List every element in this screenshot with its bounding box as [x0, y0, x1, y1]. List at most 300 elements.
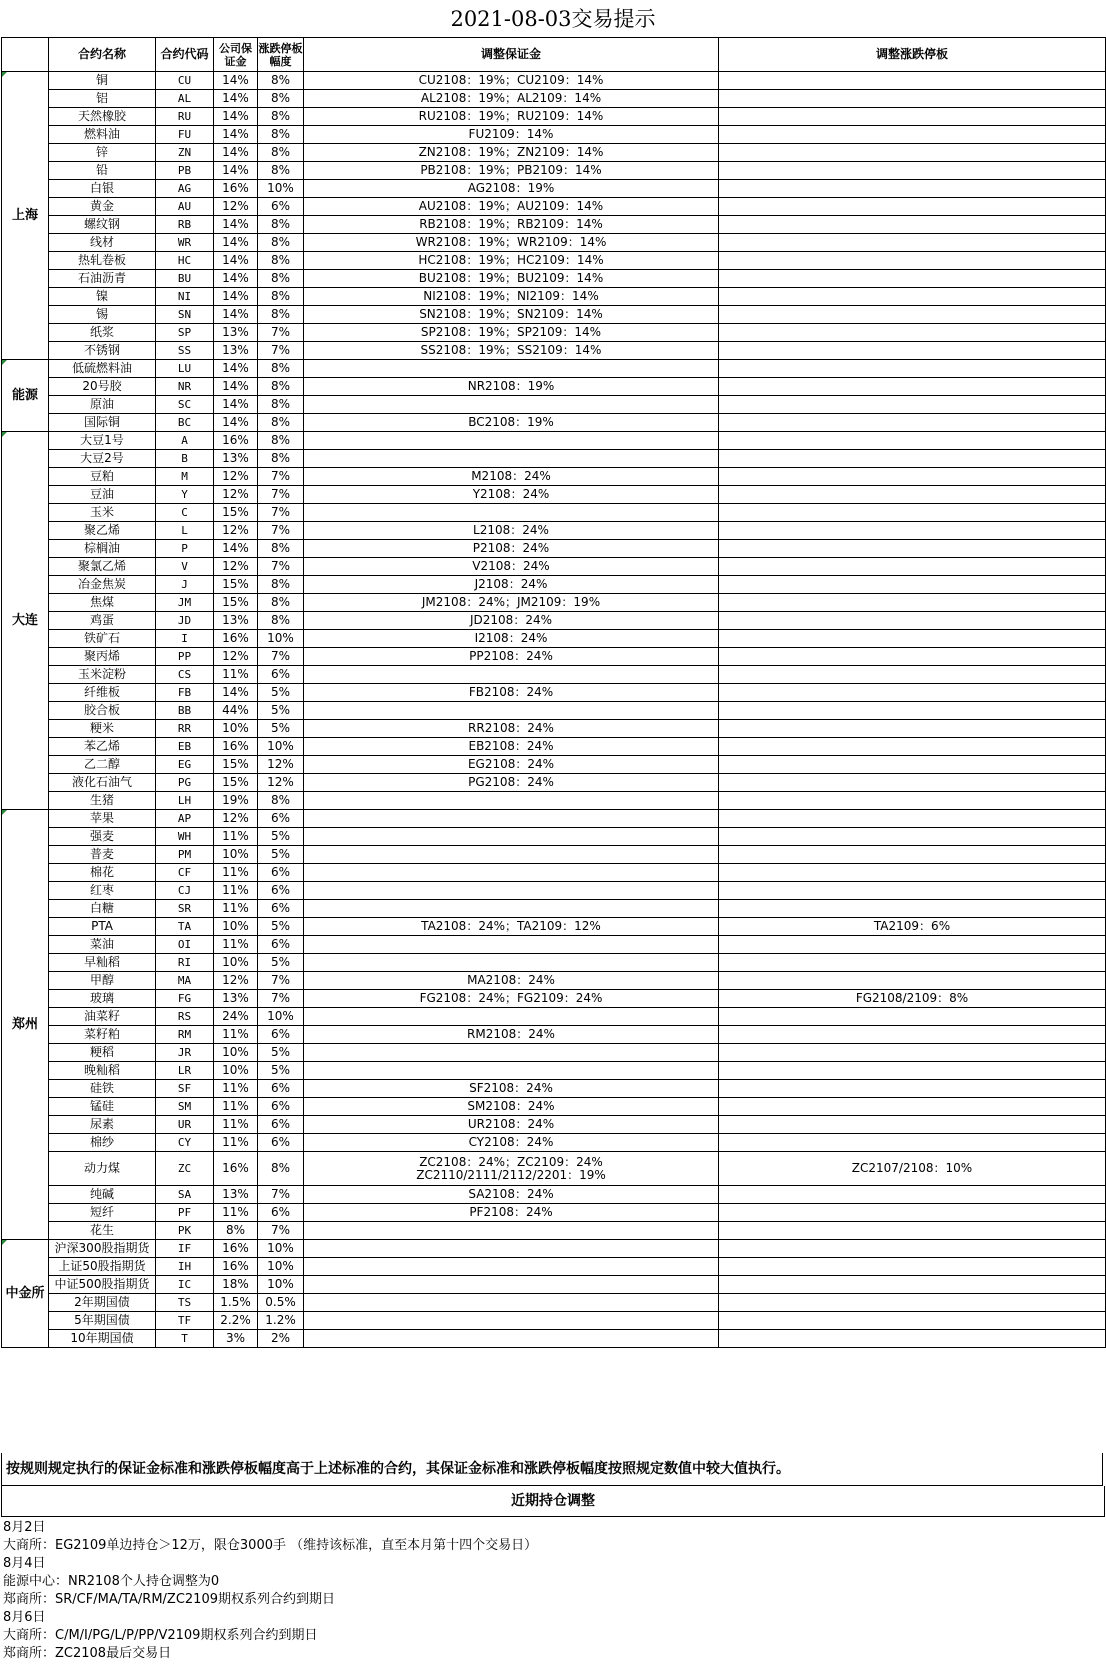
limit-cell: 10%	[258, 1258, 304, 1276]
table-row	[2, 396, 1106, 414]
adjusted-margin-cell	[304, 450, 719, 468]
contract-name-cell: 鸡蛋	[49, 612, 156, 630]
adjusted-margin-cell: RU2108：19%；RU2109：14%	[304, 108, 719, 126]
contract-name-cell: 玉米淀粉	[49, 666, 156, 684]
table-row	[2, 198, 1106, 216]
margin-cell: 3%	[214, 1330, 258, 1348]
adjusted-margin-cell	[304, 1062, 719, 1080]
adjusted-limit-cell	[719, 1008, 1106, 1026]
margin-cell: 14%	[214, 396, 258, 414]
table-row	[2, 324, 1106, 342]
adjusted-margin-cell	[304, 396, 719, 414]
adjusted-margin-cell	[304, 1312, 719, 1330]
contract-name-cell: 短纤	[49, 1204, 156, 1222]
margin-cell: 12%	[214, 522, 258, 540]
recent-line: 大商所：C/M/I/PG/L/P/PP/V2109期权系列合约到期日	[3, 1628, 318, 1643]
limit-cell: 10%	[258, 1240, 304, 1258]
contract-code-cell: AL	[156, 90, 214, 108]
limit-cell: 10%	[258, 1008, 304, 1026]
margin-cell: 18%	[214, 1276, 258, 1294]
contract-code-cell: IH	[156, 1258, 214, 1276]
table-row	[2, 1044, 1106, 1062]
contract-name-cell: 10年期国债	[49, 1330, 156, 1348]
contract-name-cell: 纤维板	[49, 684, 156, 702]
contract-code-cell: UR	[156, 1116, 214, 1134]
table-row	[2, 1026, 1106, 1044]
limit-cell: 7%	[258, 1186, 304, 1204]
contract-name-cell: 聚丙烯	[49, 648, 156, 666]
contract-code-cell: PK	[156, 1222, 214, 1240]
table-row	[2, 72, 1106, 90]
adjusted-limit-cell	[719, 198, 1106, 216]
table-row	[2, 1186, 1106, 1204]
contract-code-cell: FU	[156, 126, 214, 144]
adjusted-limit-cell: TA2109：6%	[719, 918, 1106, 936]
limit-cell: 8%	[258, 360, 304, 378]
adjusted-limit-cell	[719, 432, 1106, 450]
limit-cell: 6%	[258, 1080, 304, 1098]
contract-name-cell: 锌	[49, 144, 156, 162]
contract-name-cell: 棉花	[49, 864, 156, 882]
header-company-margin: 公司保证金	[214, 38, 258, 72]
limit-cell: 6%	[258, 810, 304, 828]
adjusted-margin-cell: BC2108：19%	[304, 414, 719, 432]
table-row	[2, 1080, 1106, 1098]
limit-cell: 8%	[258, 306, 304, 324]
limit-cell: 6%	[258, 882, 304, 900]
adjusted-limit-cell	[719, 360, 1106, 378]
margin-cell: 15%	[214, 594, 258, 612]
contract-name-cell: 中证500股指期货	[49, 1276, 156, 1294]
table-row	[2, 1240, 1106, 1258]
table-header-row	[2, 38, 1106, 72]
adjusted-limit-cell	[719, 414, 1106, 432]
contract-code-cell: T	[156, 1330, 214, 1348]
contract-code-cell: EB	[156, 738, 214, 756]
contract-code-cell: PP	[156, 648, 214, 666]
adjusted-limit-cell	[719, 486, 1106, 504]
adjusted-limit-cell	[719, 666, 1106, 684]
adjusted-limit-cell	[719, 1026, 1106, 1044]
limit-cell: 10%	[258, 180, 304, 198]
margin-cell: 14%	[214, 306, 258, 324]
table-row	[2, 774, 1106, 792]
limit-cell: 8%	[258, 612, 304, 630]
margin-cell: 13%	[214, 990, 258, 1008]
margin-cell: 11%	[214, 936, 258, 954]
margin-cell: 10%	[214, 846, 258, 864]
adjusted-margin-cell: UR2108：24%	[304, 1116, 719, 1134]
table-row	[2, 576, 1106, 594]
table-row	[2, 144, 1106, 162]
table-row	[2, 828, 1106, 846]
limit-cell: 6%	[258, 1098, 304, 1116]
adjusted-margin-cell	[304, 900, 719, 918]
contract-name-cell: 20号胶	[49, 378, 156, 396]
adjusted-margin-cell	[304, 666, 719, 684]
adjusted-margin-cell: EG2108：24%	[304, 756, 719, 774]
contract-code-cell: ZC	[156, 1152, 214, 1186]
adjusted-limit-cell	[719, 954, 1106, 972]
margin-cell: 14%	[214, 234, 258, 252]
adjusted-margin-cell	[304, 810, 719, 828]
header-adjusted-limit: 调整涨跌停板	[719, 38, 1106, 72]
contract-code-cell: J	[156, 576, 214, 594]
adjusted-limit-cell	[719, 1276, 1106, 1294]
contract-name-cell: 聚乙烯	[49, 522, 156, 540]
limit-cell: 7%	[258, 990, 304, 1008]
recent-line: 8月2日	[3, 1520, 46, 1535]
margin-cell: 14%	[214, 144, 258, 162]
contract-name-cell: 大豆1号	[49, 432, 156, 450]
margin-cell: 10%	[214, 954, 258, 972]
table-row	[2, 936, 1106, 954]
adjusted-margin-cell: RM2108：24%	[304, 1026, 719, 1044]
adjusted-limit-cell	[719, 306, 1106, 324]
contract-name-cell: 2年期国债	[49, 1294, 156, 1312]
recent-line: 8月6日	[3, 1610, 46, 1625]
contract-code-cell: A	[156, 432, 214, 450]
adjusted-margin-cell: M2108：24%	[304, 468, 719, 486]
limit-cell: 10%	[258, 1276, 304, 1294]
limit-cell: 8%	[258, 792, 304, 810]
adjusted-margin-cell	[304, 1044, 719, 1062]
adjusted-limit-cell	[719, 540, 1106, 558]
margin-table	[1, 37, 1106, 1348]
table-row	[2, 882, 1106, 900]
contract-name-cell: 铅	[49, 162, 156, 180]
adjusted-margin-cell	[304, 882, 719, 900]
contract-code-cell: CF	[156, 864, 214, 882]
table-row	[2, 1008, 1106, 1026]
contract-name-cell: 晚籼稻	[49, 1062, 156, 1080]
adjusted-limit-cell	[719, 558, 1106, 576]
margin-cell: 11%	[214, 1098, 258, 1116]
contract-name-cell: 花生	[49, 1222, 156, 1240]
table-row	[2, 342, 1106, 360]
contract-code-cell: JR	[156, 1044, 214, 1062]
contract-code-cell: LU	[156, 360, 214, 378]
adjusted-margin-cell	[304, 702, 719, 720]
header-exchange	[2, 38, 49, 72]
limit-cell: 6%	[258, 1026, 304, 1044]
margin-cell: 12%	[214, 648, 258, 666]
header-contract-code: 合约代码	[156, 38, 214, 72]
contract-code-cell: L	[156, 522, 214, 540]
contract-name-cell: 粳米	[49, 720, 156, 738]
adjusted-limit-cell	[719, 1044, 1106, 1062]
table-row	[2, 108, 1106, 126]
adjusted-margin-cell: PF2108：24%	[304, 1204, 719, 1222]
margin-cell: 14%	[214, 288, 258, 306]
margin-cell: 14%	[214, 684, 258, 702]
contract-name-cell: 苹果	[49, 810, 156, 828]
contract-name-cell: 黄金	[49, 198, 156, 216]
margin-cell: 16%	[214, 180, 258, 198]
margin-cell: 12%	[214, 558, 258, 576]
contract-name-cell: 螺纹钢	[49, 216, 156, 234]
contract-name-cell: 强麦	[49, 828, 156, 846]
table-row	[2, 1294, 1106, 1312]
contract-code-cell: TA	[156, 918, 214, 936]
limit-cell: 7%	[258, 342, 304, 360]
table-row	[2, 1098, 1106, 1116]
adjusted-limit-cell	[719, 684, 1106, 702]
table-row	[2, 972, 1106, 990]
contract-name-cell: 铝	[49, 90, 156, 108]
table-row	[2, 180, 1106, 198]
adjusted-margin-cell: SA2108：24%	[304, 1186, 719, 1204]
limit-cell: 8%	[258, 90, 304, 108]
table-row	[2, 234, 1106, 252]
recent-line: 郑商所：ZC2108最后交易日	[3, 1646, 172, 1661]
contract-code-cell: CS	[156, 666, 214, 684]
adjusted-limit-cell	[719, 468, 1106, 486]
adjusted-margin-cell: FU2109：14%	[304, 126, 719, 144]
limit-cell: 8%	[258, 594, 304, 612]
adjusted-limit-cell	[719, 1186, 1106, 1204]
adjusted-margin-cell	[304, 1240, 719, 1258]
contract-name-cell: 普麦	[49, 846, 156, 864]
adjusted-limit-cell	[719, 1330, 1106, 1348]
adjusted-limit-cell	[719, 1258, 1106, 1276]
adjusted-margin-cell	[304, 846, 719, 864]
margin-cell: 15%	[214, 756, 258, 774]
limit-cell: 8%	[258, 270, 304, 288]
contract-name-cell: 豆粕	[49, 468, 156, 486]
adjusted-limit-cell	[719, 108, 1106, 126]
contract-name-cell: 天然橡胶	[49, 108, 156, 126]
margin-cell: 15%	[214, 504, 258, 522]
adjusted-limit-cell	[719, 1062, 1106, 1080]
adjusted-limit-cell	[719, 270, 1106, 288]
adjusted-margin-cell	[304, 504, 719, 522]
table-row	[2, 522, 1106, 540]
contract-name-cell: 线材	[49, 234, 156, 252]
exchange-cell: 大连	[2, 432, 49, 810]
adjusted-margin-cell	[304, 1008, 719, 1026]
table-row	[2, 666, 1106, 684]
table-row	[2, 432, 1106, 450]
adjusted-margin-cell	[304, 864, 719, 882]
exchange-cell: 能源	[2, 360, 49, 432]
limit-cell: 5%	[258, 1044, 304, 1062]
table-row	[2, 648, 1106, 666]
margin-cell: 10%	[214, 720, 258, 738]
limit-cell: 8%	[258, 144, 304, 162]
contract-code-cell: SR	[156, 900, 214, 918]
adjusted-margin-cell: J2108：24%	[304, 576, 719, 594]
recent-position-list	[3, 1519, 1103, 1663]
limit-cell: 6%	[258, 198, 304, 216]
adjusted-margin-cell	[304, 1294, 719, 1312]
table-row	[2, 1116, 1106, 1134]
margin-cell: 15%	[214, 774, 258, 792]
adjusted-margin-cell: NR2108：19%	[304, 378, 719, 396]
adjusted-margin-cell	[304, 1258, 719, 1276]
contract-code-cell: SA	[156, 1186, 214, 1204]
adjusted-limit-cell	[719, 972, 1106, 990]
limit-cell: 2%	[258, 1330, 304, 1348]
adjusted-limit-cell	[719, 738, 1106, 756]
adjusted-limit-cell	[719, 1240, 1106, 1258]
limit-cell: 8%	[258, 252, 304, 270]
adjusted-limit-cell	[719, 162, 1106, 180]
adjusted-margin-cell: SP2108：19%；SP2109：14%	[304, 324, 719, 342]
table-row	[2, 756, 1106, 774]
limit-cell: 7%	[258, 468, 304, 486]
adjusted-limit-cell	[719, 1294, 1106, 1312]
limit-cell: 6%	[258, 1204, 304, 1222]
table-row	[2, 900, 1106, 918]
margin-cell: 11%	[214, 828, 258, 846]
contract-name-cell: 胶合板	[49, 702, 156, 720]
margin-cell: 14%	[214, 90, 258, 108]
contract-name-cell: 纸浆	[49, 324, 156, 342]
margin-cell: 24%	[214, 1008, 258, 1026]
table-row	[2, 720, 1106, 738]
table-row	[2, 90, 1106, 108]
table-row	[2, 864, 1106, 882]
adjusted-margin-cell: Y2108：24%	[304, 486, 719, 504]
limit-cell: 7%	[258, 504, 304, 522]
contract-name-cell: 甲醇	[49, 972, 156, 990]
table-row	[2, 918, 1106, 936]
margin-cell: 14%	[214, 360, 258, 378]
exchange-cell: 郑州	[2, 810, 49, 1240]
limit-cell: 8%	[258, 540, 304, 558]
recent-line: 能源中心：NR2108个人持仓调整为0	[3, 1574, 220, 1589]
adjusted-margin-cell	[304, 1222, 719, 1240]
limit-cell: 5%	[258, 720, 304, 738]
limit-cell: 7%	[258, 522, 304, 540]
contract-name-cell: 粳稻	[49, 1044, 156, 1062]
margin-cell: 13%	[214, 450, 258, 468]
adjusted-limit-cell	[719, 900, 1106, 918]
contract-code-cell: TS	[156, 1294, 214, 1312]
contract-name-cell: 热轧卷板	[49, 252, 156, 270]
adjusted-margin-cell: CY2108：24%	[304, 1134, 719, 1152]
contract-code-cell: PF	[156, 1204, 214, 1222]
contract-code-cell: PG	[156, 774, 214, 792]
margin-cell: 14%	[214, 162, 258, 180]
adjusted-margin-cell: SN2108：19%；SN2109：14%	[304, 306, 719, 324]
limit-cell: 5%	[258, 684, 304, 702]
table-row	[2, 594, 1106, 612]
contract-name-cell: 镍	[49, 288, 156, 306]
contract-name-cell: 油菜籽	[49, 1008, 156, 1026]
exchange-cell: 上海	[2, 72, 49, 360]
margin-cell: 11%	[214, 1080, 258, 1098]
contract-name-cell: 白银	[49, 180, 156, 198]
contract-code-cell: NI	[156, 288, 214, 306]
contract-name-cell: 锡	[49, 306, 156, 324]
recent-line: 郑商所：SR/CF/MA/TA/RM/ZC2109期权系列合约到期日	[3, 1592, 335, 1607]
adjusted-limit-cell	[719, 810, 1106, 828]
adjusted-margin-cell: EB2108：24%	[304, 738, 719, 756]
contract-code-cell: OI	[156, 936, 214, 954]
contract-code-cell: FB	[156, 684, 214, 702]
adjusted-limit-cell	[719, 450, 1106, 468]
contract-name-cell: 原油	[49, 396, 156, 414]
contract-code-cell: RI	[156, 954, 214, 972]
contract-code-cell: HC	[156, 252, 214, 270]
margin-cell: 10%	[214, 918, 258, 936]
table-row	[2, 126, 1106, 144]
contract-code-cell: Y	[156, 486, 214, 504]
adjusted-limit-cell	[719, 1134, 1106, 1152]
contract-code-cell: AP	[156, 810, 214, 828]
contract-code-cell: JM	[156, 594, 214, 612]
table-row	[2, 810, 1106, 828]
adjusted-limit-cell	[719, 180, 1106, 198]
adjusted-limit-cell	[719, 576, 1106, 594]
adjusted-margin-cell: V2108：24%	[304, 558, 719, 576]
contract-code-cell: RS	[156, 1008, 214, 1026]
adjusted-limit-cell	[719, 342, 1106, 360]
contract-code-cell: C	[156, 504, 214, 522]
table-row	[2, 270, 1106, 288]
adjusted-margin-cell: RB2108：19%；RB2109：14%	[304, 216, 719, 234]
adjusted-limit-cell	[719, 756, 1106, 774]
margin-cell: 14%	[214, 108, 258, 126]
limit-cell: 8%	[258, 1152, 304, 1186]
contract-name-cell: 白糖	[49, 900, 156, 918]
margin-cell: 14%	[214, 126, 258, 144]
contract-code-cell: IC	[156, 1276, 214, 1294]
margin-cell: 16%	[214, 432, 258, 450]
contract-code-cell: CU	[156, 72, 214, 90]
limit-cell: 7%	[258, 486, 304, 504]
adjusted-margin-cell: NI2108：19%；NI2109：14%	[304, 288, 719, 306]
adjusted-limit-cell	[719, 864, 1106, 882]
limit-cell: 8%	[258, 108, 304, 126]
recent-line: 大商所：EG2109单边持仓＞12万，限仓3000手 （维持该标准，直至本月第十四个交易日）	[3, 1538, 538, 1553]
limit-cell: 10%	[258, 738, 304, 756]
adjusted-limit-cell	[719, 594, 1106, 612]
contract-code-cell: PB	[156, 162, 214, 180]
adjusted-limit-cell	[719, 792, 1106, 810]
limit-cell: 6%	[258, 1134, 304, 1152]
adjusted-margin-cell: AL2108：19%；AL2109：14%	[304, 90, 719, 108]
table-row	[2, 1330, 1106, 1348]
adjusted-limit-cell	[719, 288, 1106, 306]
adjusted-margin-cell: P2108：24%	[304, 540, 719, 558]
adjusted-margin-cell	[304, 954, 719, 972]
contract-code-cell: WH	[156, 828, 214, 846]
adjusted-limit-cell	[719, 234, 1106, 252]
margin-cell: 11%	[214, 1134, 258, 1152]
margin-cell: 11%	[214, 666, 258, 684]
table-row	[2, 1152, 1106, 1186]
header-adjusted-margin: 调整保证金	[304, 38, 719, 72]
table-row	[2, 1276, 1106, 1294]
contract-code-cell: CY	[156, 1134, 214, 1152]
margin-cell: 14%	[214, 72, 258, 90]
adjusted-limit-cell	[719, 720, 1106, 738]
limit-cell: 8%	[258, 396, 304, 414]
adjusted-margin-cell: PB2108：19%；PB2109：14%	[304, 162, 719, 180]
adjusted-margin-cell: MA2108：24%	[304, 972, 719, 990]
adjusted-margin-cell: JD2108：24%	[304, 612, 719, 630]
contract-name-cell: 动力煤	[49, 1152, 156, 1186]
table-row	[2, 684, 1106, 702]
contract-name-cell: 石油沥青	[49, 270, 156, 288]
adjusted-limit-cell	[719, 72, 1106, 90]
margin-cell: 16%	[214, 1152, 258, 1186]
adjusted-margin-cell: PP2108：24%	[304, 648, 719, 666]
adjusted-margin-cell: CU2108：19%；CU2109：14%	[304, 72, 719, 90]
